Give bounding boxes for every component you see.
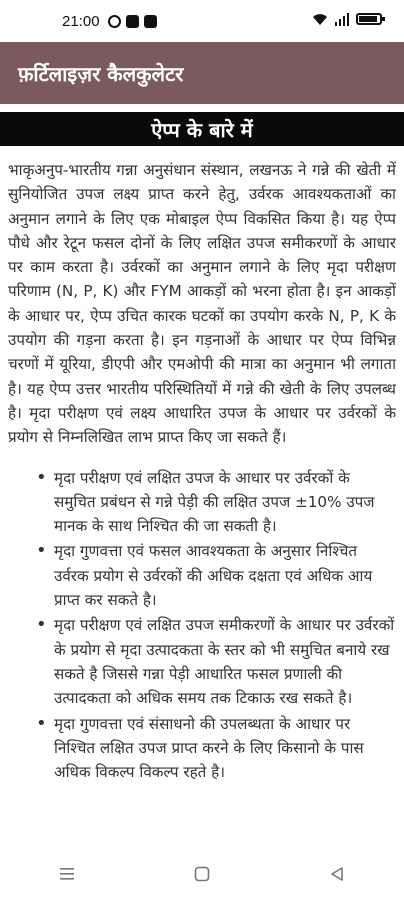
section-heading: ऐप्प के बारे में (0, 112, 404, 146)
benefit-item: • मृदा गुणवत्ता एवं फसल आवश्यकता के अनुसार निश्चित उर्वरक प्रयोग से उर्वरकों की अधिक दक्षता एवं अधिक आय प्राप्त कर सकते है। (54, 539, 396, 612)
signal-icon (334, 12, 350, 26)
app-title: फ़र्टिलाइज़र कैलकुलेटर (18, 61, 184, 86)
home-icon (194, 866, 210, 882)
benefit-item: • मृदा परीक्षण एवं लक्षित उपज के आधार पर उर्वरकों के समुचित प्रबंधन से गन्ने पेड़ी की लक्षित उपज ±10% उपज मानक के साथ निश्चित की जा सकती है। (54, 466, 396, 539)
back-icon (330, 866, 344, 882)
about-content[interactable] (8, 158, 396, 848)
recents-button[interactable] (37, 854, 97, 894)
status-time: 21:00 (62, 12, 100, 30)
system-navigation-bar (0, 848, 404, 900)
battery-icon (356, 13, 382, 25)
status-system-icons (312, 12, 382, 26)
intro-paragraph: भाकृअनुप-भारतीय गन्ना अनुसंधान संस्थान, लखनऊ ने गन्ने की खेती में सुनियोजित उपज लक्ष्य प्राप्त करने हेतु, उर्वरक आवश्यकताओं का अनुमान लगाने के लिए एक मोबाइल ऐप्प विकसित किया है। यह ऐप्प पौधे और रेटून फसल दोनों के लिए लक्षित उपज समीकरणों के आधार पर काम करता है। उर्वरकों का अनुमान लगाने के लिए मृदा परीक्षण परिणाम (N, P, K) और FYM आकड़ों को भरना होता है। इन आकड़ों के आधार पर, ऐप्प उचित कारक घटकों का उपयोग करके N, P, K के उपयोग की गड़ना करता है। इन गड़नाओं के आधार पर ऐप्प विभिन्न चरणों में यूरिया, डीएपी और एमओपी की मात्रा का अनुमान भी लगाता है। यह ऐप्प उत्तर भारतीय परिस्थितियों में गन्ने की खेती के लिए उपलब्ध है। मृदा परीक्षण एवं लक्ष्य आधारित उपज के आधार पर उर्वरकों के प्रयोग से निम्नलिखित लाभ प्राप्त किए जा सकते हैं। (8, 161, 396, 447)
status-bar (0, 0, 404, 42)
app-bar (0, 42, 404, 104)
benefits-list (8, 466, 396, 785)
benefit-item: • मृदा परीक्षण एवं लक्षित उपज समीकरणों के आधार पर उर्वरकों के प्रयोग से मृदा उत्पादकता के स्तर को भी समुचित बनाये रख सकते है जिससे गन्ना पेड़ी आधारित फसल प्रणाली की उत्पादकता को अधिक समय तक टिकाऊ रख सकते है। (54, 613, 396, 710)
notification-icon (144, 15, 157, 28)
menu-icon (59, 867, 75, 881)
wifi-icon (312, 12, 328, 26)
whatsapp-icon (108, 15, 121, 28)
notification-icon (126, 15, 139, 28)
status-notification-icons (108, 15, 157, 28)
back-button[interactable] (307, 854, 367, 894)
benefit-item: • मृदा गुणवत्ता एवं संसाधनो की उपलब्धता के आधार पर निश्चित लक्षित उपज प्राप्त करने के लिए किसानो के पास अधिक विकल्प विकल्प रहते है। (54, 712, 396, 785)
home-button[interactable] (172, 854, 232, 894)
